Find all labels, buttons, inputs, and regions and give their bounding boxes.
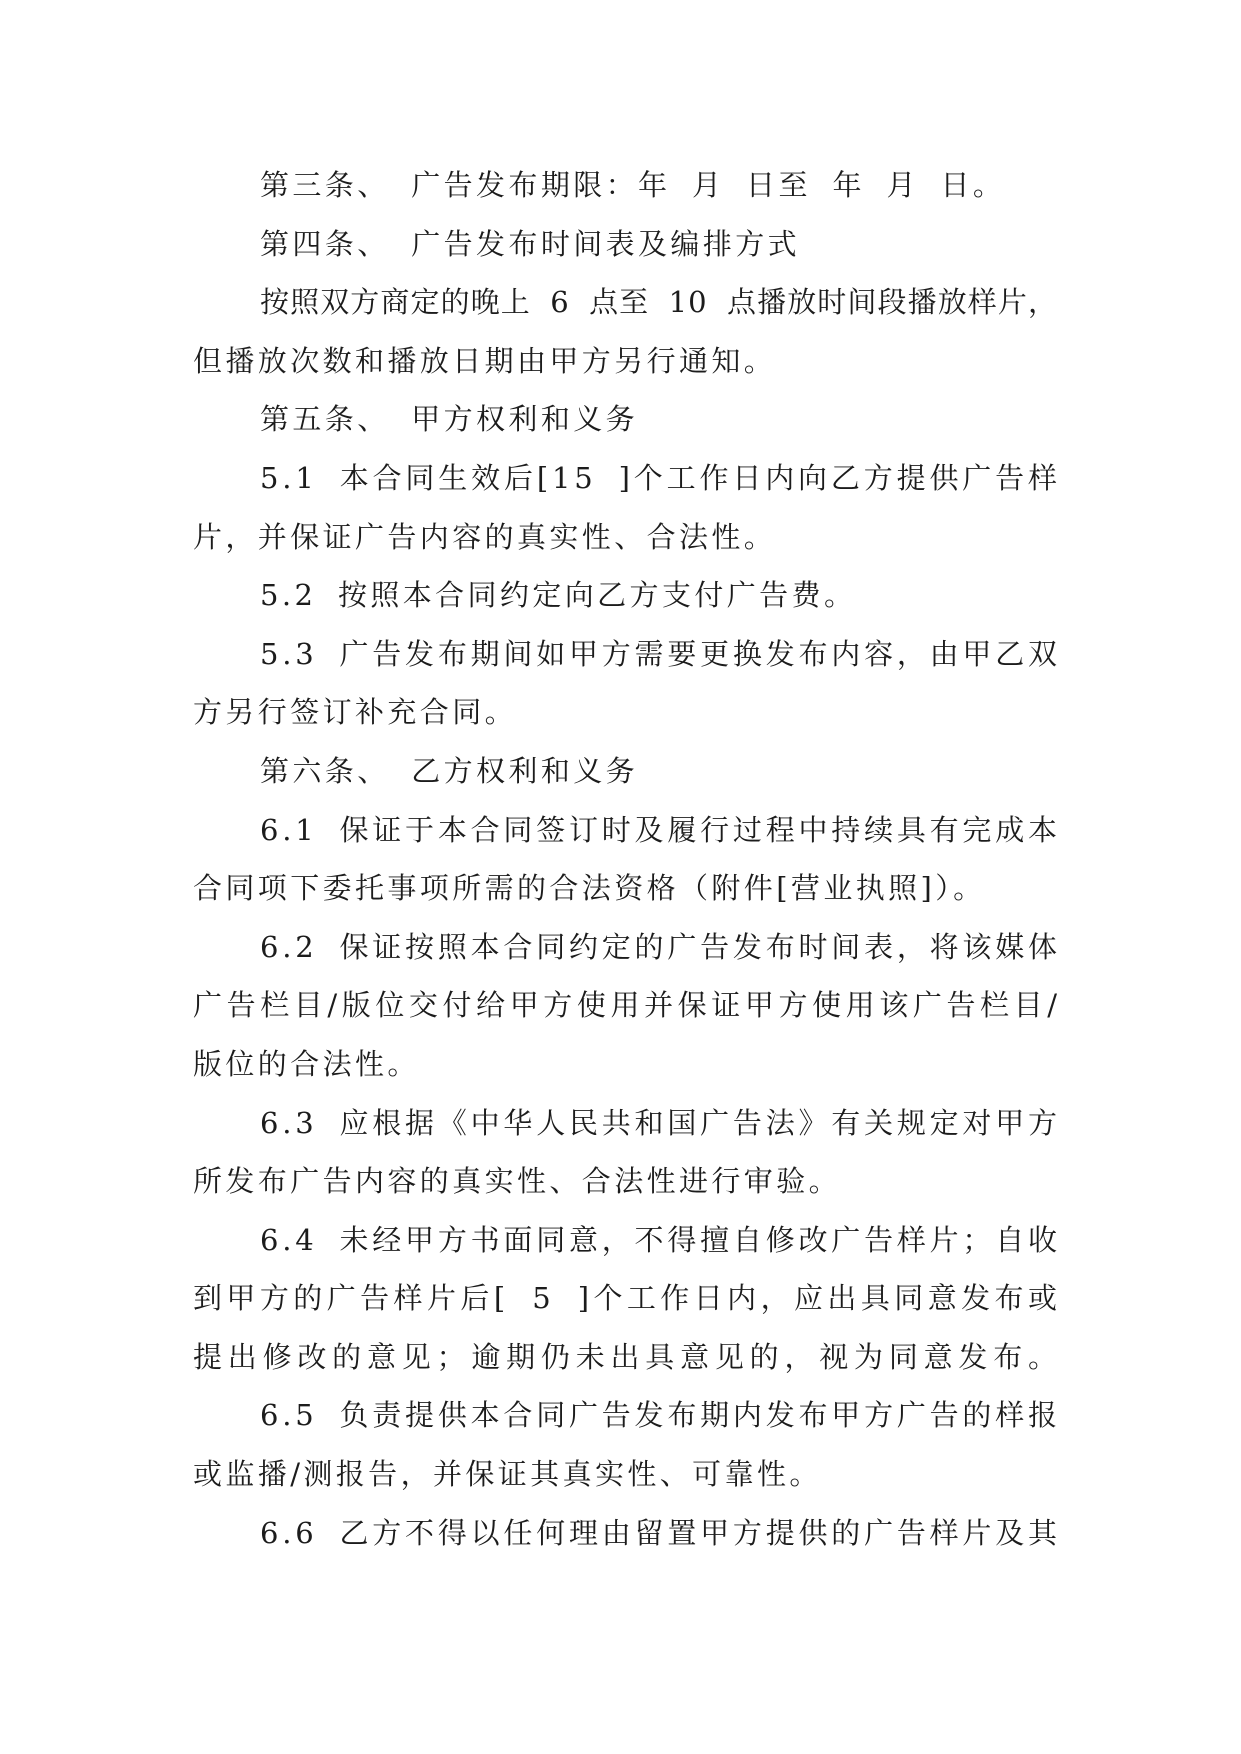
paragraph-line: 5.3 广告发布期间如甲方需要更换发布内容，由甲乙双 — [260, 636, 1061, 671]
clause-item-5-1 — [193, 449, 1061, 566]
clause-item-6-1 — [193, 801, 1061, 918]
paragraph-line: 第四条、 广告发布时间表及编排方式 — [260, 226, 801, 261]
paragraph-line: 6.6 乙方不得以任何理由留置甲方提供的广告样片及其 — [260, 1515, 1061, 1550]
clause-item-6-6 — [193, 1504, 1061, 1563]
clause-heading-3 — [193, 156, 1057, 215]
clause-heading-6 — [193, 742, 1057, 801]
paragraph-line: 合同项下委托事项所需的合法资格（附件[营业执照]）。 — [193, 871, 986, 906]
paragraph-line: 到甲方的广告样片后[ 5 ]个工作日内，应出具同意发布或 — [193, 1281, 1062, 1316]
paragraph-line: 但播放次数和播放日期由甲方另行通知。 — [193, 343, 777, 378]
paragraph-line: 提出修改的意见；逾期仍未出具意见的，视为同意发布。 — [193, 1339, 1063, 1374]
clause-paragraph — [193, 273, 1057, 390]
paragraph-line: 或监播/测报告，并保证其真实性、可靠性。 — [193, 1457, 822, 1492]
paragraph-line: 5.1 本合同生效后[15 ]个工作日内向乙方提供广告样 — [260, 460, 1061, 495]
paragraph-line: 6.4 未经甲方书面同意，不得擅自修改广告样片；自收 — [260, 1222, 1061, 1257]
paragraph-line: 广告栏目/版位交付给甲方使用并保证甲方使用该广告栏目/ — [193, 988, 1062, 1023]
clause-item-6-5 — [193, 1386, 1061, 1503]
clause-item-5-3 — [193, 625, 1061, 742]
paragraph-line: 所发布广告内容的真实性、合法性进行审验。 — [193, 1164, 842, 1199]
clause-item-6-2 — [193, 918, 1062, 1094]
paragraph-line: 6.1 保证于本合同签订时及履行过程中持续具有完成本 — [260, 812, 1061, 847]
clause-item-6-4 — [193, 1211, 1063, 1387]
clause-item-6-3 — [193, 1094, 1061, 1211]
clause-item-5-2 — [193, 566, 1057, 625]
paragraph-line: 按照双方商定的晚上 6 点至 10 点播放时间段播放样片， — [260, 285, 1059, 320]
paragraph-line: 6.5 负责提供本合同广告发布期内发布甲方广告的样报 — [260, 1398, 1061, 1433]
paragraph-line: 第六条、 乙方权利和义务 — [260, 753, 639, 788]
clause-heading-5 — [193, 390, 1057, 449]
paragraph-line: 6.2 保证按照本合同约定的广告发布时间表，将该媒体 — [260, 929, 1061, 964]
paragraph-line: 版位的合法性。 — [193, 1046, 420, 1081]
paragraph-line: 片，并保证广告内容的真实性、合法性。 — [193, 519, 777, 554]
paragraph-line: 方另行签订补充合同。 — [193, 695, 518, 730]
clause-heading-4 — [193, 215, 1057, 274]
paragraph-line: 6.3 应根据《中华人民共和国广告法》有关规定对甲方 — [260, 1105, 1061, 1140]
paragraph-line: 第五条、 甲方权利和义务 — [260, 402, 639, 437]
document-body — [193, 156, 1063, 1562]
paragraph-line: 第三条、 广告发布期限：年 月 日至 年 月 日。 — [260, 168, 1006, 202]
paragraph-line: 5.2 按照本合同约定向乙方支付广告费。 — [260, 578, 857, 613]
